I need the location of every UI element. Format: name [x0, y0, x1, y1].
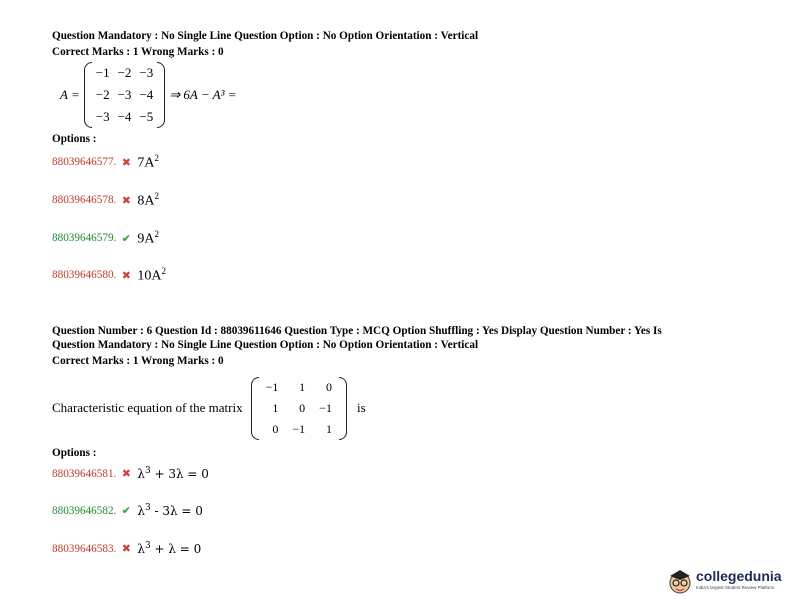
- q2-header-line1: Question Number : 6 Question Id : 88039611646 Question Type : MCQ Option Shuffling : Yes Display Question Number : Yes Is: [52, 325, 662, 337]
- option-id: 88039646577.: [52, 156, 117, 169]
- q1-option-3[interactable]: [52, 229, 159, 248]
- q2-stem-text: Characteristic equation of the matrix: [52, 400, 243, 415]
- matrix-cell: −3: [95, 109, 110, 124]
- left-paren: [84, 62, 92, 128]
- matrix-cell: −1: [95, 65, 110, 80]
- logo-tagline: India's largest Student Review Platform: [696, 585, 775, 590]
- q2-options-label: Options :: [52, 447, 97, 459]
- q2-stem-suffix: is: [356, 400, 366, 415]
- q2-header-line2: Question Mandatory : No Single Line Question Option : No Option Orientation : Vertical: [52, 339, 479, 351]
- collegedunia-logo: [665, 566, 783, 596]
- matrix-cell: 0: [299, 400, 306, 415]
- q1-option-1[interactable]: [52, 153, 159, 172]
- option-id: 88039646578.: [52, 194, 117, 207]
- q2-matrix: [251, 377, 347, 440]
- q2-option-3[interactable]: [52, 541, 201, 556]
- matrix-cell: −1: [319, 400, 332, 415]
- matrix-cell: −2: [95, 87, 110, 102]
- left-paren: [251, 377, 259, 440]
- option-text: $10A^2$: [137, 266, 166, 284]
- option-id: 88039646581.: [52, 467, 117, 480]
- q1-lhs: A =: [60, 87, 80, 102]
- q1-options-label: Options :: [52, 133, 97, 145]
- q1-rhs: ⇒ 6A − A³ =: [169, 87, 237, 102]
- matrix-cell: −1: [292, 421, 306, 436]
- q2-marks-line: Correct Marks : 1 Wrong Marks : 0: [52, 355, 224, 367]
- option-id: 88039646580.: [52, 269, 117, 282]
- q1-header-line1: Question Mandatory : No Single Line Question Option : No Option Orientation : Vertical: [52, 30, 479, 42]
- q2-option-1[interactable]: [52, 466, 209, 481]
- matrix-cell: −3: [117, 87, 132, 102]
- option-id: 88039646582.: [52, 504, 117, 517]
- matrix-cell: 1: [272, 400, 279, 415]
- wrong-icon: ✖: [121, 194, 131, 207]
- mascot-icon: [665, 566, 695, 596]
- option-text: $9A^2$: [137, 229, 159, 247]
- right-paren: [339, 377, 347, 440]
- wrong-icon: ✖: [121, 543, 131, 555]
- q1-matrix: [84, 62, 166, 128]
- matrix-cell: −2: [117, 65, 132, 80]
- matrix-cell: 1: [299, 379, 306, 394]
- matrix-cell: −4: [117, 109, 132, 124]
- check-icon: ✔: [121, 232, 131, 245]
- wrong-icon: ✖: [121, 468, 131, 480]
- option-text: $8A^2$: [137, 191, 159, 209]
- matrix-cell: 1: [325, 421, 332, 436]
- matrix-cell: −4: [139, 87, 154, 102]
- matrix-cell: 0: [272, 421, 279, 436]
- option-text: $7A^2$: [137, 153, 159, 171]
- matrix-cell: −1: [265, 379, 279, 394]
- check-icon: ✔: [121, 505, 131, 517]
- option-text: $\lambda^3 + \lambda = 0$: [137, 541, 202, 556]
- matrix-cell: −3: [139, 65, 154, 80]
- right-paren: [157, 62, 165, 128]
- wrong-icon: ✖: [121, 269, 131, 282]
- q2-stem: [52, 377, 366, 439]
- option-text: $\lambda^3 + 3\lambda = 0$: [137, 466, 209, 481]
- q1-marks-line: Correct Marks : 1 Wrong Marks : 0: [52, 46, 224, 58]
- matrix-cell: 0: [325, 379, 332, 394]
- option-id: 88039646583.: [52, 542, 117, 555]
- q2-option-2[interactable]: [52, 503, 203, 518]
- option-id: 88039646579.: [52, 232, 117, 245]
- q1-matrix-expression: [60, 62, 237, 128]
- matrix-cell: −5: [139, 109, 154, 124]
- q1-option-2[interactable]: [52, 191, 159, 210]
- logo-wordmark: collegedunia: [696, 568, 782, 584]
- option-text: $\lambda^3 - 3\lambda = 0$: [137, 503, 203, 518]
- q1-option-4[interactable]: [52, 266, 166, 285]
- wrong-icon: ✖: [121, 156, 131, 169]
